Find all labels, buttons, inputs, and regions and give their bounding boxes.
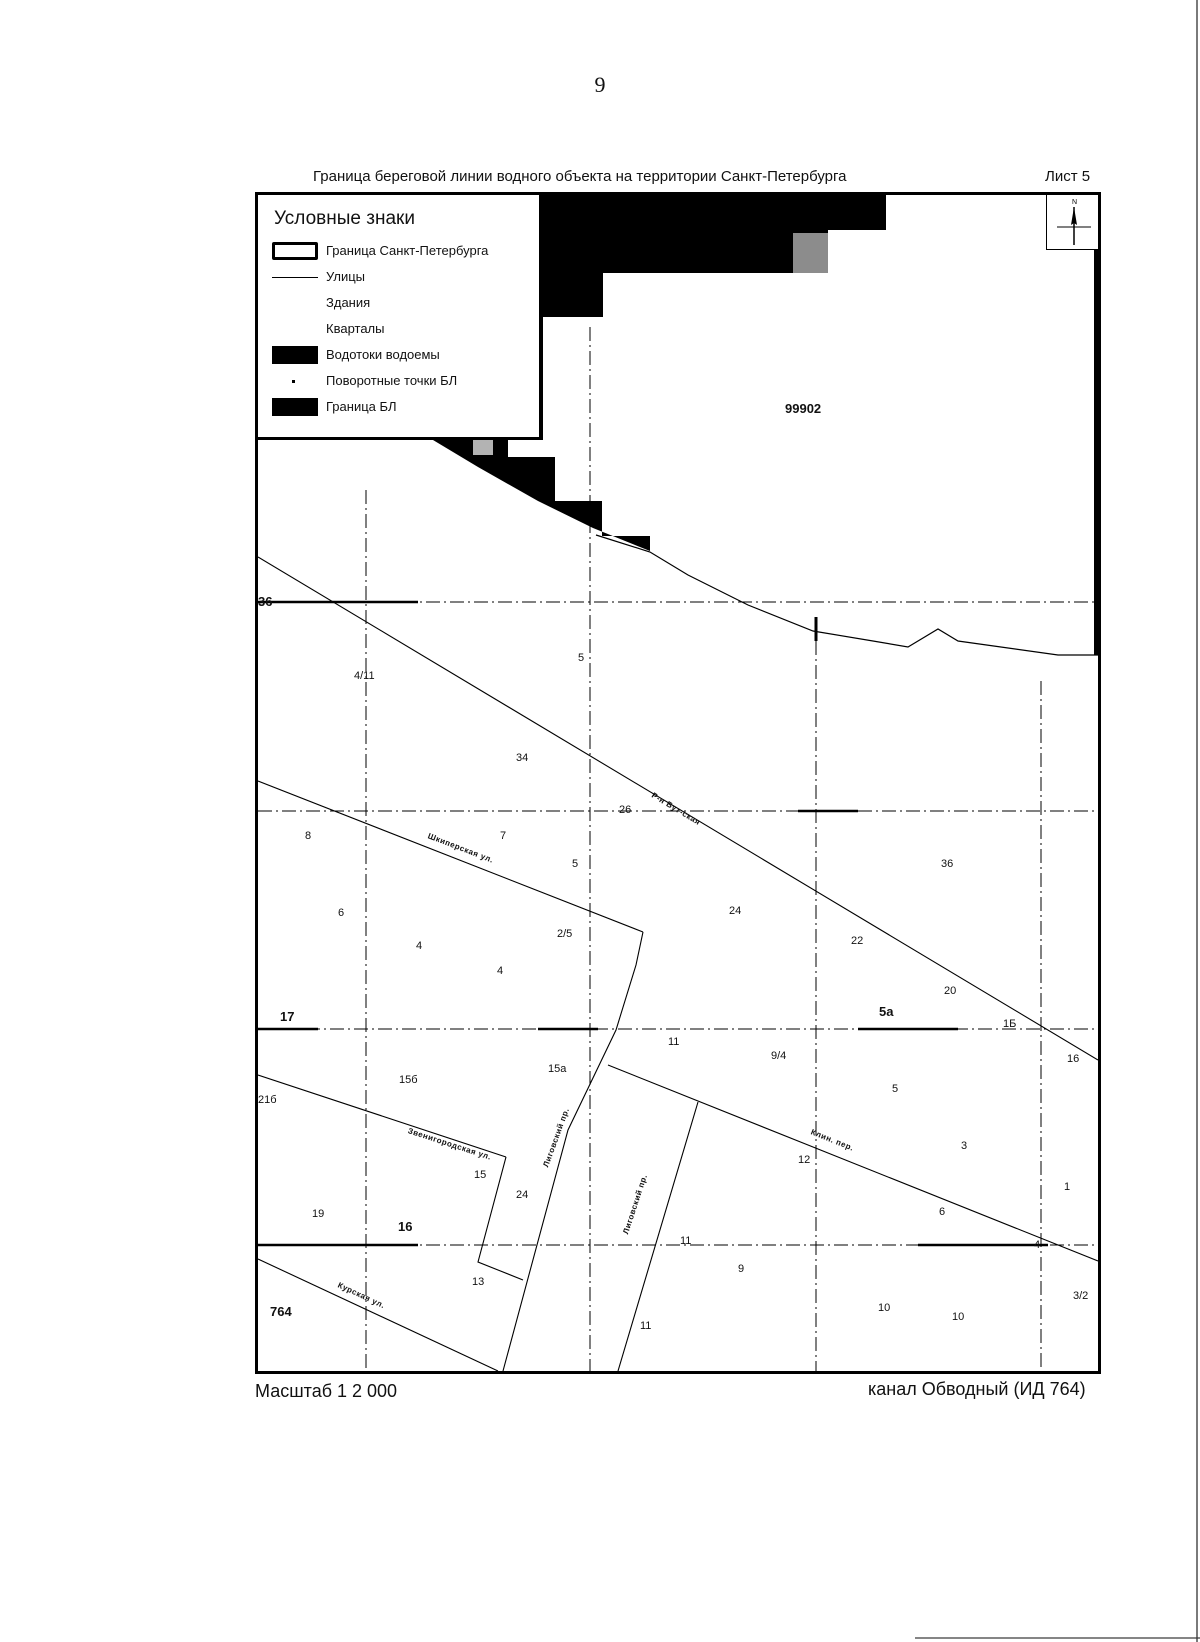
turning-point-symbol-icon — [272, 372, 318, 390]
map-label: 11 — [668, 1036, 680, 1048]
map-label: 10 — [952, 1311, 965, 1323]
legend-label: Граница Санкт-Петербурга — [326, 243, 489, 258]
map-label: 22 — [851, 935, 864, 947]
legend-label: Граница БЛ — [326, 399, 397, 414]
legend-label: Улицы — [326, 269, 366, 284]
scan-noise — [473, 439, 493, 455]
map-label: 34 — [516, 752, 529, 764]
map-label: 6 — [939, 1206, 946, 1218]
legend-item-buildings — [272, 293, 532, 313]
shoreline-boundary — [596, 535, 1098, 655]
map-label: 9/4 — [771, 1050, 787, 1062]
map-label: 3/2 — [1073, 1290, 1089, 1302]
legend-item-blocks — [272, 319, 532, 339]
legend-label: Кварталы — [326, 321, 385, 336]
street-label: Р-н Бут-ская — [649, 790, 703, 827]
map-label: 12 — [798, 1154, 811, 1166]
map-label: 10 — [878, 1302, 891, 1314]
shoreline-fill-symbol-icon — [272, 398, 318, 416]
water-body-lower — [408, 422, 650, 551]
north-arrow-icon — [1046, 195, 1101, 250]
legend-label: Поворотные точки БЛ — [326, 373, 458, 388]
sheet-label: Лист 5 — [1045, 168, 1091, 185]
city-boundary-symbol-icon — [272, 242, 318, 260]
map-label: 2/5 — [557, 928, 573, 940]
map-frame — [255, 192, 1101, 1374]
map-label: 19 — [312, 1208, 325, 1220]
map-label: 5 — [572, 858, 579, 870]
legend-item-streets — [272, 267, 532, 287]
map-label: 764 — [270, 1304, 292, 1319]
street-label: Шкиперская ул. — [426, 831, 495, 865]
scan-edge-right — [1196, 0, 1198, 1642]
north-letter: N — [1072, 199, 1078, 206]
map-label: 5а — [879, 1004, 894, 1019]
map-label: 20 — [944, 985, 957, 997]
legend-label: Здания — [326, 295, 371, 310]
street-label: Клин. пер. — [809, 1127, 856, 1153]
map-label: 26 — [619, 804, 632, 816]
scale-label: Масштаб 1 2 000 — [255, 1381, 398, 1401]
map-label: 15б — [399, 1074, 418, 1086]
map-label: 5 — [892, 1083, 899, 1095]
map-label: 6 — [338, 907, 345, 919]
legend-title: Условные знаки — [274, 208, 415, 229]
legend-item-shoreline — [272, 397, 532, 417]
streets — [258, 557, 1098, 1371]
map-label: 7 — [500, 830, 507, 842]
legend-item-city-boundary — [272, 241, 532, 261]
map-label: 36 — [941, 858, 954, 870]
map-label: 16 — [1067, 1053, 1080, 1065]
map-label: 11 — [680, 1235, 692, 1247]
map-label: 9 — [738, 1263, 745, 1275]
street-line-symbol-icon — [272, 268, 318, 286]
map-label: 15 — [474, 1169, 487, 1181]
map-label: 24 — [729, 905, 742, 917]
map-title: Граница береговой линии водного объекта на территории Санкт-Петербурга — [313, 168, 847, 185]
legend-item-turning-points — [272, 371, 532, 391]
street-label: Звенигородская ул. — [406, 1126, 493, 1162]
map-label: 4 — [497, 965, 504, 977]
water-fill-symbol-icon — [272, 346, 318, 364]
map-label: 1Б — [1003, 1018, 1017, 1030]
street-label: Курская ул. — [336, 1280, 387, 1311]
map-label: 99902 — [785, 401, 822, 416]
map-label: 13 — [472, 1276, 485, 1288]
water-object-label: канал Обводный (ИД 764) — [868, 1379, 1086, 1399]
map-label: 8 — [305, 830, 312, 842]
map-label: 4 — [416, 940, 423, 952]
map-label: 21б — [258, 1094, 277, 1106]
map-label: 5 — [578, 652, 585, 664]
grid-lines — [258, 327, 1098, 1371]
map-label: 15а — [548, 1063, 567, 1075]
map-label: 36 — [258, 594, 273, 609]
map-label: 4/11 — [354, 670, 375, 682]
map-label: 24 — [516, 1189, 529, 1201]
street-label: Лиговский пр. — [541, 1106, 572, 1169]
map-label: 1 — [1064, 1181, 1071, 1193]
grid-thick-segments — [258, 602, 1048, 1245]
map-label: 11 — [640, 1320, 652, 1332]
page-number: 9 — [594, 72, 606, 97]
legend — [258, 195, 542, 440]
map-label: 17 — [280, 1009, 295, 1024]
street-label: Лиговский пр. — [621, 1173, 650, 1236]
map-label: 4 — [1034, 1239, 1041, 1251]
legend-item-water — [272, 345, 532, 365]
legend-label: Водотоки водоемы — [326, 347, 440, 362]
map-label: 16 — [398, 1219, 413, 1234]
scan-noise — [793, 233, 841, 275]
scan-edge-bottom — [915, 1637, 1200, 1639]
map-label: 3 — [961, 1140, 968, 1152]
